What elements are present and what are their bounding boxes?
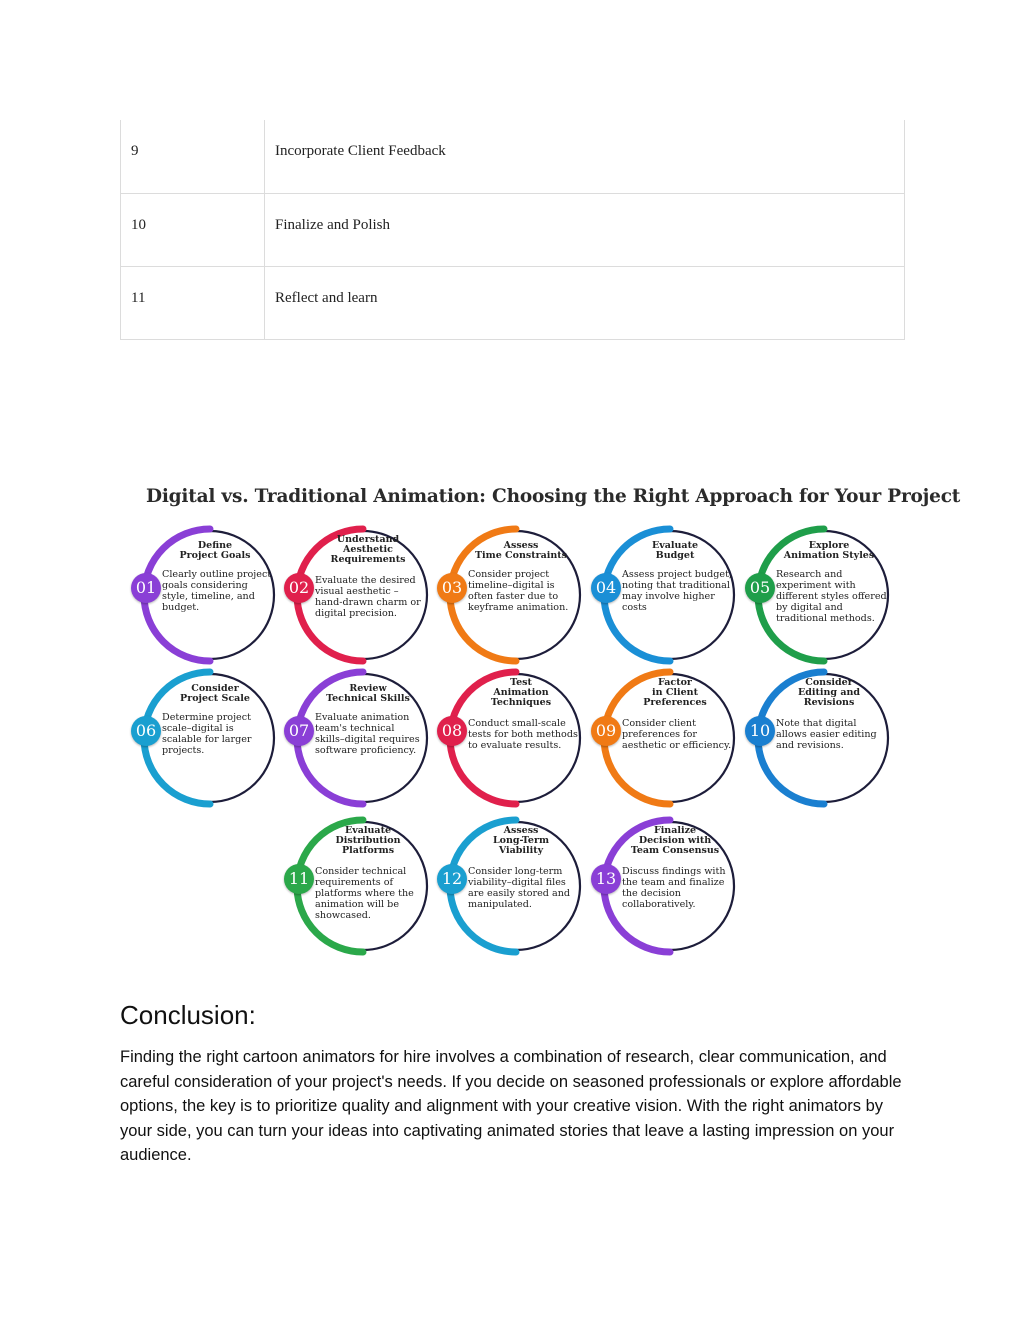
step-title: Review Technical Skills (326, 683, 410, 704)
step-description: Evaluate the desired visual aesthetic – hand-drawn charm or digital precision. (315, 575, 421, 619)
steps-table (120, 120, 905, 340)
step-name: Reflect and learn (265, 266, 905, 339)
conclusion-heading: Conclusion: (120, 1000, 256, 1030)
step-description: Note that digital allows easier editing and revisions. (776, 718, 877, 751)
step-circle-01 (130, 525, 280, 675)
step-title: Finalize Decision with Team Consensus (630, 825, 720, 856)
step-description: Research and experiment with different styles offered by digital and traditional methods. (776, 569, 887, 624)
step-title: Explore Animation Styles (783, 540, 875, 561)
step-title: Factor in Client Preferences (643, 677, 707, 708)
step-number-badge: 10 (745, 716, 775, 746)
step-title: Consider Project Scale (180, 683, 250, 704)
step-name: Incorporate Client Feedback (265, 120, 905, 193)
infographic-title: Digital vs. Traditional Animation: Choosing the Right Approach for Your Project (146, 486, 961, 507)
step-description: Evaluate animation team's technical skills–digital requires software proficiency. (315, 712, 420, 756)
step-number-badge: 12 (437, 864, 467, 894)
step-circle-07 (283, 668, 433, 818)
step-circle-03 (436, 525, 586, 675)
step-circle-13 (590, 816, 740, 966)
step-number-badge: 03 (437, 573, 467, 603)
step-title: Consider Editing and Revisions (797, 677, 861, 708)
step-number-badge: 01 (131, 573, 161, 603)
step-circle-04 (590, 525, 740, 675)
step-number-badge: 06 (131, 716, 161, 746)
step-number-badge: 07 (284, 716, 314, 746)
step-description: Consider technical requirements of platforms where the animation will be showcased. (315, 866, 414, 921)
table-row (121, 266, 905, 339)
step-description: Assess project budget, noting that traditional may involve higher costs (622, 569, 732, 613)
step-description: Determine project scale–digital is scalable for larger projects. (162, 712, 252, 756)
step-number-badge: 08 (437, 716, 467, 746)
table-row (121, 193, 905, 266)
step-title: Assess Long-Term Viability (492, 825, 550, 856)
step-title: Assess Time Constraints (474, 540, 568, 561)
step-title: Test Animation Techniques (490, 677, 552, 708)
step-title: Evaluate Budget (651, 540, 699, 561)
step-number-badge: 04 (591, 573, 621, 603)
step-circle-02 (283, 525, 433, 675)
step-circle-08 (436, 668, 586, 818)
animation-infographic (130, 478, 961, 960)
step-circle-10 (744, 668, 894, 818)
step-title: Understand Aesthetic Requirements (330, 534, 406, 565)
step-description: Consider long-term viability–digital files are easily stored and manipulated. (468, 866, 571, 910)
step-description: Discuss findings with the team and finalize the decision collaboratively. (622, 866, 726, 910)
step-description: Consider project timeline–digital is often faster due to keyframe animation. (468, 569, 569, 613)
step-number-badge: 09 (591, 716, 621, 746)
step-title: Define Project Goals (179, 540, 251, 561)
step-description: Clearly outline project goals considering style, timeline, and budget. (162, 569, 272, 613)
step-number: 11 (121, 266, 265, 339)
step-description: Conduct small-scale tests for both methods to evaluate results. (468, 718, 578, 751)
step-number-badge: 05 (745, 573, 775, 603)
step-number-badge: 11 (284, 864, 314, 894)
step-number-badge: 13 (591, 864, 621, 894)
step-description: Consider client preferences for aesthetic or efficiency. (622, 718, 732, 751)
step-number: 10 (121, 193, 265, 266)
step-number-badge: 02 (284, 573, 314, 603)
conclusion-paragraph: Finding the right cartoon animators for hire involves a combination of research, clear communication, and careful consideration of your project's needs. If you decide on seasoned professionals or explore affordable options, the key is to prioritize quality and alignment with your creative vision. With the right animators by your side, you can turn your ideas into captivating animated stories that leave a lasting impression on your audience. (120, 1048, 902, 1164)
step-circle-12 (436, 816, 586, 966)
table-row (121, 120, 905, 193)
step-circle-05 (744, 525, 894, 675)
step-circle-11 (283, 816, 433, 966)
step-circle-06 (130, 668, 280, 818)
step-title: Evaluate Distribution Platforms (335, 825, 401, 856)
step-number: 9 (121, 120, 265, 193)
step-name: Finalize and Polish (265, 193, 905, 266)
step-circle-09 (590, 668, 740, 818)
